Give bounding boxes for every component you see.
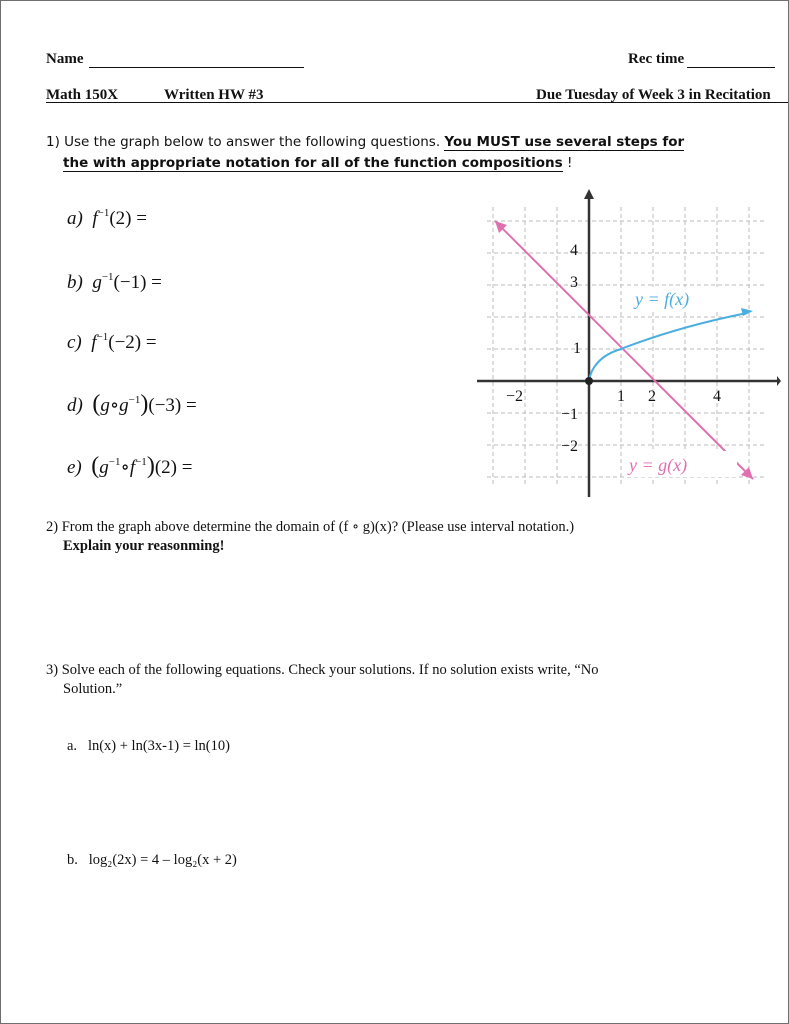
y-tick-3: 3 xyxy=(570,274,578,291)
f-label: y = f(x) xyxy=(635,289,690,309)
q3-part-a xyxy=(67,738,230,755)
g-curve xyxy=(495,221,753,479)
x-axis-arrow-icon xyxy=(777,376,781,386)
y-tick-1: 1 xyxy=(573,340,581,357)
part-c-label: c) xyxy=(67,332,82,353)
q3-line1: 3) Solve each of the following equations. Check your solutions. If no solution exists write, “No xyxy=(46,662,599,678)
q3-b-equation: log₂(2x) = 4 – log₂(x + 2) xyxy=(88,852,237,868)
q2-text: 2) From the graph above determine the domain of (f ∘ g)(x)? (Please use interval notation.) xyxy=(46,519,575,535)
q1-prompt-line2 xyxy=(63,155,572,172)
x-tick-neg2: −2 xyxy=(506,388,524,405)
part-e-label: e) xyxy=(67,457,82,478)
q3-line2: Solution.” xyxy=(63,681,123,697)
q1-part-d: d) $(g\circ g^{-1})(-3)$ = xyxy=(67,391,197,417)
q1-part-b: b) $g^{-1}(-1)$ = xyxy=(67,271,162,293)
y-axis-arrow-icon xyxy=(584,189,594,199)
q1-prompt xyxy=(46,134,684,151)
part-a-label: a) xyxy=(67,208,83,229)
g-label: y = g(x) xyxy=(629,455,688,475)
f-arrow-icon xyxy=(741,308,753,316)
q1-prompt-emphasis-1: You MUST use several steps for xyxy=(444,134,685,150)
part-d-label: d) xyxy=(67,395,83,416)
origin-point xyxy=(585,377,593,385)
part-b-label: b) xyxy=(67,272,83,293)
q2-explain: Explain your reasonming! xyxy=(63,538,225,554)
q3-a-equation: ln(x) + ln(3x-1) = ln(10) xyxy=(87,738,230,754)
q1-part-a: a) $f^{-1}(2)$ = xyxy=(67,207,147,229)
y-tick-neg1: −1 xyxy=(561,406,579,423)
q1-part-c: c) $f^{-1}(-2)$ = xyxy=(67,331,157,353)
due-label: Due Tuesday of Week 3 in Recitation xyxy=(536,87,771,103)
x-tick-1: 1 xyxy=(617,388,625,405)
q1-prompt-plain: 1) Use the graph below to answer the following questions. xyxy=(46,134,441,150)
q3-a-label: a. xyxy=(67,738,78,754)
name-line xyxy=(89,67,304,68)
f-curve xyxy=(589,313,747,381)
hw-label: Written HW #3 xyxy=(164,87,264,103)
function-graph xyxy=(477,187,781,499)
rec-time-line xyxy=(687,67,775,68)
x-tick-4: 4 xyxy=(713,388,721,405)
q3-part-b xyxy=(67,852,237,869)
course-label: Math 150X xyxy=(46,87,119,103)
y-tick-neg2: −2 xyxy=(561,438,579,455)
q1-prompt-emphasis-2: the with appropriate notation for all of the function compositions xyxy=(63,155,563,171)
y-tick-4: 4 xyxy=(570,242,578,259)
rec-time-label: Rec time xyxy=(628,51,685,67)
x-tick-2: 2 xyxy=(648,388,656,405)
name-label: Name xyxy=(46,51,84,67)
q3-b-label: b. xyxy=(67,852,78,868)
q1-prompt-tail: ! xyxy=(566,155,573,171)
q1-part-e: e) $(g^{-1}\circ f^{-1})(2)$ = xyxy=(67,453,193,479)
